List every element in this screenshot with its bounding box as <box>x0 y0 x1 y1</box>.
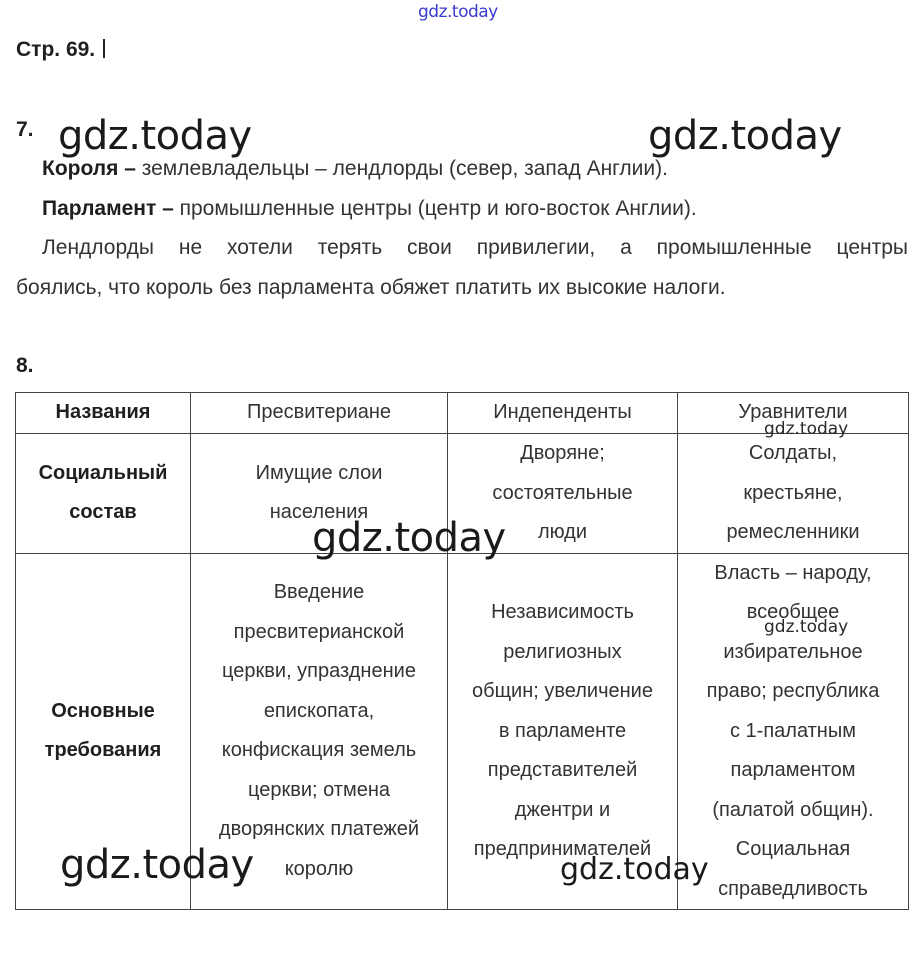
q7-parliament-desc: промышленные центры (центр и юго-восток Англии). <box>173 197 697 220</box>
cell-line: представителей <box>487 759 638 781</box>
watermark-large: gdz.today <box>648 113 842 159</box>
table-row-demands <box>16 553 909 910</box>
watermark-top: gdz.today <box>418 2 498 22</box>
cell-line: (палатой общин). <box>712 798 874 821</box>
header-cell-levellers: Уравнители <box>678 393 909 434</box>
table-header-row <box>16 393 909 434</box>
table-row-social <box>16 434 909 554</box>
cell-line: предпринимателей <box>473 838 652 860</box>
cell-line: джентри и <box>514 798 611 821</box>
q7-kings-term: Короля – <box>42 157 136 180</box>
q7-parliament-line <box>42 197 697 221</box>
cell-line: Социальная <box>735 838 851 860</box>
cell-line: населения <box>269 501 369 524</box>
text-cursor <box>103 39 105 58</box>
cell-line: справедливость <box>718 877 868 900</box>
watermark-large: gdz.today <box>58 113 252 159</box>
watermark-large: gdz.today <box>60 842 254 888</box>
cell-line: пресвитерианской <box>233 620 405 643</box>
cell-line: состоятельные <box>492 481 633 504</box>
cell-demands-levellers <box>678 553 909 910</box>
cell-line: крестьяне, <box>743 481 843 504</box>
row-label-demands <box>16 553 191 910</box>
cell-social-independents <box>448 434 678 554</box>
cell-line: парламентом <box>730 759 856 781</box>
cell-line: Введение <box>273 581 365 604</box>
q7-kings-line <box>42 157 668 181</box>
cell-line: Дворяне; <box>520 442 605 464</box>
cell-line: конфискация земель <box>221 739 417 762</box>
watermark-medium: gdz.today <box>560 852 709 887</box>
cell-line: всеобщее <box>746 601 840 623</box>
cell-demands-independents <box>448 553 678 910</box>
cell-line: королю <box>284 857 354 880</box>
parties-table <box>15 392 909 910</box>
row-label-line: требования <box>44 739 162 762</box>
cell-line: дворянских платежей <box>218 818 420 841</box>
cell-line: Солдаты, <box>748 442 838 464</box>
question-8-number: 8. <box>16 354 34 377</box>
watermark-small: gdz.today <box>764 419 849 439</box>
cell-line: ремесленники <box>726 521 860 543</box>
cell-line: религиозных <box>503 640 622 663</box>
cell-social-levellers <box>678 434 909 554</box>
cell-line: в парламенте <box>498 719 627 742</box>
page-title <box>16 38 105 62</box>
cell-line: право; республика <box>706 680 880 702</box>
cell-line: Имущие слои <box>255 461 383 484</box>
question-7-number: 7. <box>16 118 34 141</box>
cell-line: Независимость <box>491 601 634 623</box>
page-title-text: Стр. 69. <box>16 38 101 61</box>
row-label-social <box>16 434 191 554</box>
header-cell-independents: Индепенденты <box>448 393 678 434</box>
cell-demands-presbyterians <box>191 553 448 910</box>
cell-line: с 1-палатным <box>730 719 856 742</box>
q7-paragraph-line-2: боялись, что король без парламента обяжет платить их высокие налоги. <box>16 276 726 299</box>
cell-line: церкви, упразднение <box>222 660 416 683</box>
watermark-large: gdz.today <box>312 515 506 561</box>
cell-line: люди <box>537 521 588 543</box>
row-label-line: Основные <box>51 699 155 722</box>
row-label-line: состав <box>69 501 137 524</box>
header-cell-presbyterians: Пресвитериане <box>191 393 448 434</box>
cell-line: общин; увеличение <box>472 680 653 702</box>
q7-kings-desc: землевладельцы – лендлорды (север, запад Англии). <box>135 157 668 180</box>
cell-social-presbyterians <box>191 434 448 554</box>
watermark-small: gdz.today <box>764 617 849 637</box>
cell-line: Власть – народу, <box>714 561 872 584</box>
cell-line: епископата, <box>263 699 375 722</box>
q7-parliament-term: Парламент – <box>42 197 174 220</box>
cell-line: избирательное <box>723 640 863 663</box>
q7-paragraph-line-1: Лендлорды не хотели терять свои привилегии, а промышленные центры <box>42 236 908 259</box>
row-label-line: Социальный <box>38 461 168 484</box>
cell-line: церкви; отмена <box>247 778 391 801</box>
header-cell-names: Названия <box>16 393 191 434</box>
